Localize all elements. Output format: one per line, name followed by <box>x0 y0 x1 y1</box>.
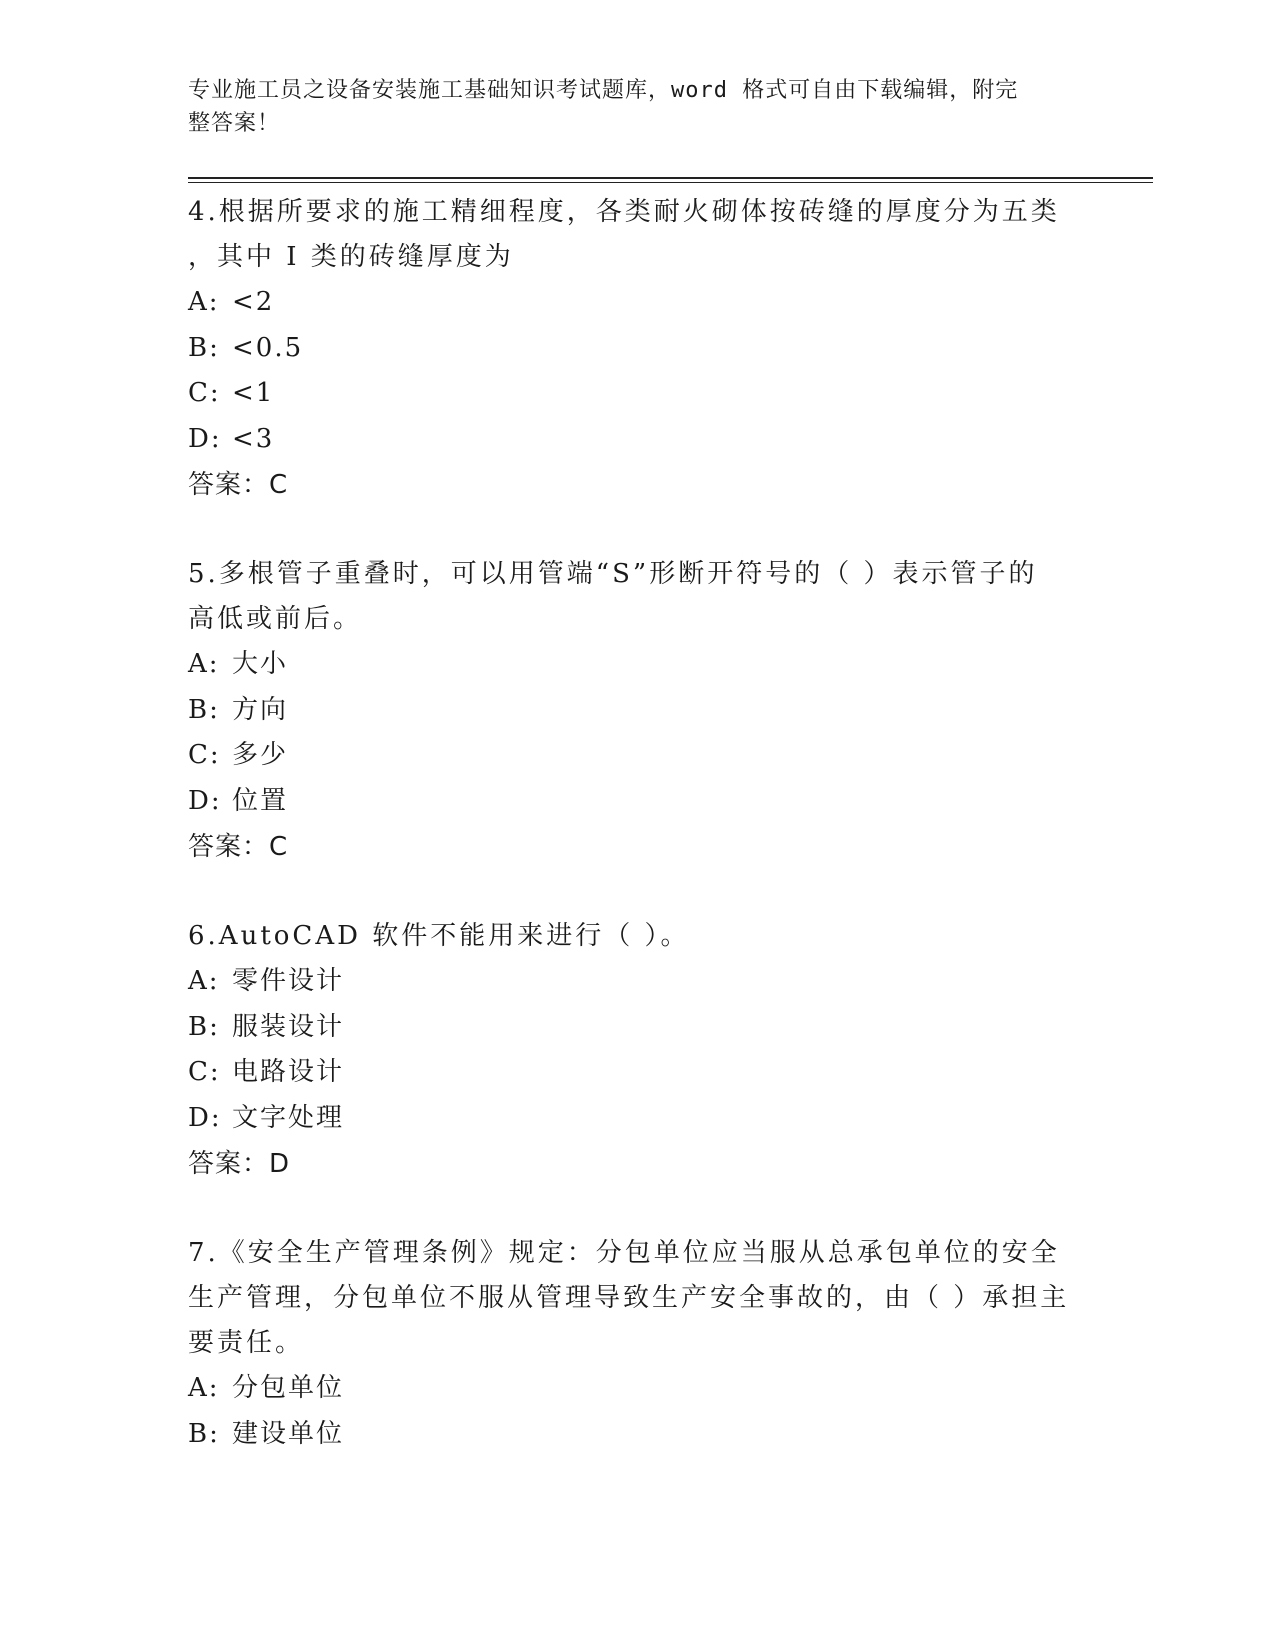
header-line-2: 整答案！ <box>188 111 281 136</box>
question-text <box>188 914 1088 959</box>
question-text <box>188 552 1088 642</box>
question-list <box>188 190 1088 1501</box>
option-a <box>188 280 1088 326</box>
question-item <box>188 552 1088 870</box>
question-line: 7.《安全生产管理条例》规定：分包单位应当服从总承包单位的安全 <box>188 1238 1060 1268</box>
option-b <box>188 1412 1088 1458</box>
option-text: 多少 <box>232 740 289 770</box>
option-key: D: <box>188 785 222 816</box>
option-key: D: <box>188 1102 222 1133</box>
question-line: 4.根据所要求的施工精细程度，各类耐火砌体按砖缝的厚度分为五类 <box>188 197 1060 227</box>
option-text: 位置 <box>232 785 289 816</box>
option-text: 电路设计 <box>232 1057 345 1087</box>
header-divider-thick <box>188 177 1153 179</box>
option-text: 大小 <box>232 649 289 679</box>
header-line-1: 专业施工员之设备安装施工基础知识考试题库，word 格式可自由下载编辑，附完 <box>188 78 1019 103</box>
option-key: C: <box>188 378 221 408</box>
option-a <box>188 642 1088 688</box>
option-b <box>188 326 1088 372</box>
option-text: <1 <box>232 378 275 408</box>
question-text <box>188 1231 1088 1366</box>
option-text: 建设单位 <box>232 1418 345 1449</box>
option-text: <2 <box>232 287 275 317</box>
option-key: C: <box>188 740 221 770</box>
option-text: 文字处理 <box>232 1102 345 1133</box>
option-key: A: <box>188 1373 220 1403</box>
option-key: C: <box>188 1057 221 1087</box>
option-a <box>188 959 1088 1005</box>
option-text: 服装设计 <box>232 1011 345 1042</box>
question-line: 要责任。 <box>188 1328 305 1358</box>
question-line: 5.多根管子重叠时，可以用管端“S”形断开符号的（ ）表示管子的 <box>188 559 1038 589</box>
option-key: A: <box>188 966 220 996</box>
question-line: 6.AutoCAD 软件不能用来进行（ ）。 <box>188 921 690 951</box>
option-key: B: <box>188 694 220 725</box>
option-c <box>188 371 1088 417</box>
option-key: A: <box>188 287 220 317</box>
option-d <box>188 779 1088 825</box>
question-text <box>188 190 1088 280</box>
option-b <box>188 688 1088 734</box>
option-key: A: <box>188 649 220 679</box>
option-text: 方向 <box>232 694 289 725</box>
option-key: B: <box>188 1011 220 1042</box>
option-text: 零件设计 <box>232 966 345 996</box>
question-line: 高低或前后。 <box>188 604 363 634</box>
option-d <box>188 417 1088 463</box>
option-c <box>188 1050 1088 1096</box>
question-line: 生产管理，分包单位不服从管理导致生产安全事故的，由（ ）承担主 <box>188 1283 1070 1313</box>
option-d <box>188 1096 1088 1142</box>
option-text: <0.5 <box>232 332 304 363</box>
option-key: B: <box>188 1418 220 1449</box>
question-item <box>188 1231 1088 1457</box>
answer-line: 答案：C <box>188 470 289 500</box>
document-header <box>188 74 1068 140</box>
option-b <box>188 1005 1088 1051</box>
question-item <box>188 190 1088 508</box>
question-item <box>188 914 1088 1187</box>
option-c <box>188 733 1088 779</box>
option-key: B: <box>188 332 220 363</box>
option-text: <3 <box>232 423 275 454</box>
option-key: D: <box>188 423 222 454</box>
answer-line: 答案：D <box>188 1149 291 1179</box>
option-a <box>188 1366 1088 1412</box>
option-text: 分包单位 <box>232 1373 345 1403</box>
question-line: ，其中 I 类的砖缝厚度为 <box>188 242 514 272</box>
header-divider-thin <box>188 182 1153 183</box>
answer-line: 答案：C <box>188 832 289 862</box>
